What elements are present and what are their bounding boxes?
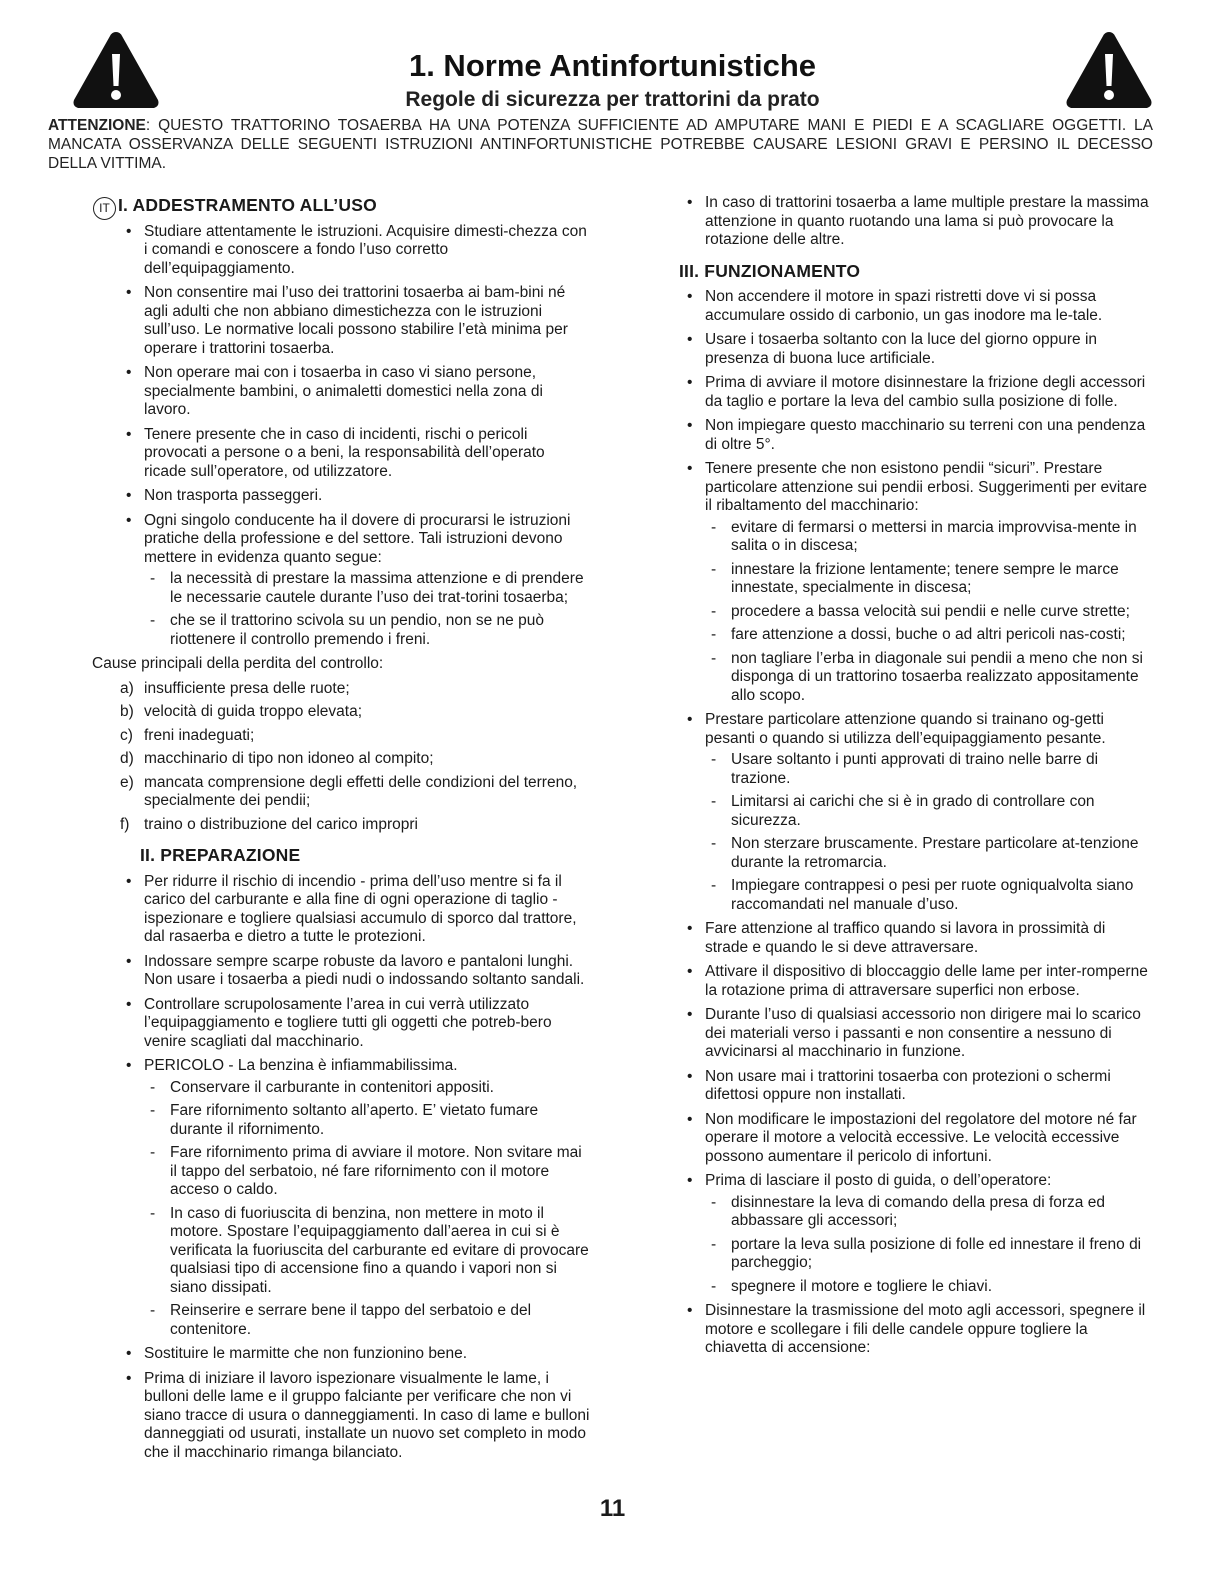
cause-item: f) traino o distribuzione del carico impropri [120,815,418,833]
sub-list [705,751,1151,914]
language-badge: IT [93,197,116,220]
list-item: • Prima di avviare il motore disinnestare la frizione degli accessori da taglio e portare la leva del cambio sulla posizione di folle. [687,374,1146,410]
list-item: • Non impiegare questo macchinario su terreni con una pendenza di oltre 5°. [687,417,1146,453]
sub-list-item: - innestare la frizione lentamente; tenere sempre le marce innestate, specialmente in discesa; [711,560,1119,596]
sub-list-item: - Impiegare contrappesi o pesi per ruote ogniqualvolta siano raccomandati nel manuale d’uso. [711,877,1134,913]
section-heading-preparation: II. PREPARAZIONE [140,845,301,865]
sub-list [144,1079,590,1340]
sub-list-item: - la necessità di prestare la massima attenzione e di prendere le necessarie cautele durante l’uso dei trat-torini tosaerba; [150,570,584,606]
cause-item: e) mancata comprensione degli effetti delle condizioni del terreno, specialmente dei pendii; [120,773,578,809]
sub-list-item: - evitare di fermarsi o mettersi in marcia improvvisa-mente in salita o in discesa; [711,518,1137,554]
sub-list-item: - In caso di fuoriuscita di benzina, non mettere in moto il motore. Spostare l’equipaggiamento dall’aerea in cui si è verificata la fuoriuscita del carburante ed evitare di provocare qualsiasi tipo di accensione fino a quando i vapori non si siano dissipati. [150,1204,589,1296]
right-column [679,194,1151,1364]
list-item: • In caso di trattorini tosaerba a lame multiple prestare la massima attenzione in quanto ruotando una lama si può provocare la rotazione delle altre. [687,194,1149,248]
preparation-list-continued [679,194,1151,250]
sub-list-item: - spegnere il motore e togliere le chiavi. [711,1277,993,1295]
sub-list-item: - Fare rifornimento prima di avviare il motore. Non svitare mai il tappo del serbatoio, né fare rifornimento con il motore acceso o caldo. [150,1144,582,1198]
attention-text: : QUESTO TRATTORINO TOSAERBA HA UNA POTENZA SUFFICIENTE AD AMPUTARE MANI E PIEDI E A SCAGLIARE OGGETTI. LA MANCATA OSSERVANZA DELLE SEGUENTI ISTRUZIONI ANTINFORTUNISTICHE POTREBBE CAUSARE LESIONI GRAVI E PERSINO IL DECESSO DELLA VITTIMA. [48,117,1153,172]
sub-list-item: - Limitarsi ai carichi che si è in grado di controllare con sicurezza. [711,793,1095,829]
sub-list-item: - portare la leva sulla posizione di folle ed innestare il freno di parcheggio; [711,1235,1142,1271]
cause-item: a) insufficiente presa delle ruote; [120,679,350,697]
list-item: • Tenere presente che non esistono pendii “sicuri”. Prestare particolare attenzione sui pendii erbosi. Suggerimenti per evitare il ribaltamento del macchinario: - evitare di fermarsi o mettersi in marcia improvvisa-mente in salita o in discesa; - innestare la frizione lentamente; tenere sempre le marce innestate, specialmente in discesa; - procedere a bassa velocità sui pendii e nelle curve strette; - fare attenzione a dossi, buche o ad altri pericoli nas-costi; - non tagliare l’erba in diagonale sui pendii a meno che non si disponga di un trattorino tosaerba realizzato appositamente allo scopo. [679,460,1151,705]
list-item: • Disinnestare la trasmissione del moto agli accessori, spegnere il motore e scollegare i fili delle candele oppure togliere la chiavetta di accensione: [687,1302,1146,1356]
list-item: • Ogni singolo conducente ha il dovere di procurarsi le istruzioni pratiche della professione e del settore. Tali istruzioni devono mettere in evidenza quanto segue: - la necessità di prestare la massima attenzione e di prendere le necessarie cautele durante l’uso dei trat-torini tosaerba; - che se il trattorino scivola su un pendio, non se ne può riottenere il controllo premendo i freni. [118,512,590,650]
sub-list-item: - disinnestare la leva di comando della presa di forza ed abbassare gli accessori; [711,1193,1105,1229]
sub-list-item: - che se il trattorino scivola su un pendio, non se ne può riottenere il controllo premendo i freni. [150,612,544,648]
list-item: • Per ridurre il rischio di incendio - prima dell’uso mentre si fa il carico del carburante e alla fine di ogni operazione di taglio - ispezionare e togliere qualsiasi accumulo di sporco dal trattore, dal rasaerba e dietro a tutte le protezioni. [126,872,577,945]
list-item: • Non trasporta passeggeri. [126,487,323,504]
page-number: 11 [599,1495,626,1522]
sub-list-item: - Conservare il carburante in contenitori appositi. [150,1078,494,1096]
page-subtitle: Regole di sicurezza per trattorini da prato [405,88,820,111]
preparation-list [118,873,590,1463]
list-item: • Sostituire le marmitte che non funzionino bene. [126,1345,468,1362]
list-item: • Durante l’uso di qualsiasi accessorio non dirigere mai lo scarico dei materiali verso i passanti e non consentire a nessuno di avvicinarsi al macchinario in funzione. [687,1006,1141,1060]
cause-item: c) freni inadeguati; [120,726,255,744]
sub-list-item: - Non sterzare bruscamente. Prestare particolare at-tenzione durante la retromarcia. [711,835,1139,871]
cause-item: d) macchinario di tipo non idoneo al compito; [120,750,434,767]
list-item: • Studiare attentamente le istruzioni. Acquisire dimesti-chezza con i comandi e conoscere a fondo l’uso corretto dell’equipaggiamento. [126,222,587,277]
section-heading-training: I. ADDESTRAMENTO ALL’USO [118,195,377,215]
sub-list [705,519,1151,706]
training-list [118,223,590,650]
list-item: • Controllare scrupolosamente l’area in cui verrà utilizzato l’equipaggiamento e togliere tutti gli oggetti che potreb-bero venire scagliati dal macchinario. [126,995,552,1050]
list-item: • Non modificare le impostazioni del regolatore del motore né far operare il motore a velocità eccessive. Le velocità eccessive possono aumentare il pericolo di infortuni. [687,1110,1137,1165]
list-item: • Non accendere il motore in spazi ristretti dove vi si possa accumulare ossido di carbonio, un gas inodore ma le-tale. [687,288,1103,324]
sub-list [705,1194,1151,1297]
sub-list-item: - procedere a bassa velocità sui pendii e nelle curve strette; [711,602,1130,620]
sub-list-item: - Usare soltanto i punti approvati di traino nelle barre di trazione. [711,751,1099,787]
sub-list-item: - Fare rifornimento soltanto all’aperto. E’ vietato fumare durante il rifornimento. [150,1102,539,1138]
causes-list [120,680,590,835]
list-item: • Attivare il dispositivo di bloccaggio delle lame per inter-romperne la rotazione prima di attraversare superfici non erbose. [687,963,1148,999]
list-item: • Prima di iniziare il lavoro ispezionare visualmente le lame, i bulloni delle lame e il gruppo falciante per verificare che non vi siano tracce di usura o danneggiamenti. In caso di lame e bulloni danneggiati od usurati, installate un nuovo set completo in modo che il macchinario rimanga bilanciato. [126,1369,590,1461]
list-item: • Prestare particolare attenzione quando si trainano og-getti pesanti o quando si utilizza dell’equipaggiamento pesante. - Usare soltanto i punti approvati di traino nelle barre di trazione. - Limitarsi ai carichi che si è in grado di controllare con sicurezza. - Non sterzare bruscamente. Prestare particolare at-tenzione durante la retromarcia. - Impiegare contrappesi o pesi per ruote ogniqualvolta siano raccomandati nel manuale d’uso. [679,711,1151,914]
list-item: • Indossare sempre scarpe robuste da lavoro e pantaloni lunghi. Non usare i tosaerba a piedi nudi o indossando soltanto sandali. [126,952,585,988]
page-title: 1. Norme Antinfortunistiche [408,48,817,83]
attention-warning [48,116,1153,173]
sub-list-item: - non tagliare l’erba in diagonale sui pendii a meno che non si disponga di un trattorino tosaerba realizzato appositamente allo scopo. [711,649,1143,704]
list-item: • Prima di lasciare il posto di guida, o dell’operatore: - disinnestare la leva di comando della presa di forza ed abbassare gli accessori; - portare la leva sulla posizione di folle ed innestare il freno di parcheggio; - spegnere il motore e togliere le chiavi. [679,1172,1151,1296]
list-item: • Fare attenzione al traffico quando si lavora in prossimità di strade e quando le si deve attraversare. [687,920,1106,956]
cause-item: b) velocità di guida troppo elevata; [120,703,363,720]
sub-list-item: - Reinserire e serrare bene il tappo del serbatoio e del contenitore. [150,1302,532,1338]
list-item: • Non consentire mai l’uso dei trattorini tosaerba ai bam-bini né agli adulti che non abbiano dimestichezza con le istruzioni sull’uso. Le normative locali possono stabilire l’età minima per operare i trattorini tosaerba. [126,284,568,357]
list-item: • Usare i tosaerba soltanto con la luce del giorno oppure in presenza di buona luce artificiale. [687,331,1098,367]
list-item: • Non operare mai con i tosaerba in caso vi siano persone, specialmente bambini, o animaletti domestici nella zona di lavoro. [126,364,543,418]
causes-intro: Cause principali della perdita del controllo: [92,655,384,672]
section-heading-operation: III. FUNZIONAMENTO [679,260,861,281]
attention-lead: ATTENZIONE [48,117,146,134]
list-item: • Non usare mai i trattorini tosaerba con protezioni o schermi difettosi oppure non installati. [687,1067,1111,1103]
sub-list-item: - fare attenzione a dossi, buche o ad altri pericoli nas-costi; [711,626,1126,643]
list-item: • Tenere presente che in caso di incidenti, rischi o pericoli provocati a persone o a beni, la responsabilità dell’operato ricade sull’operatore, od utilizzatore. [126,425,545,480]
left-column [92,195,590,1468]
sub-list [144,570,590,649]
operation-list [679,288,1151,1358]
list-item: • PERICOLO - La benzina è infiammabilissima. - Conservare il carburante in contenitori appositi. - Fare rifornimento soltanto all’aperto. E’ vietato fumare durante il rifornimento. - Fare rifornimento prima di avviare il motore. Non svitare mai il tappo del serbatoio, né fare rifornimento con il motore acceso o caldo. - In caso di fuoriuscita di benzina, non mettere in moto il motore. Spostare l’equipaggiamento dall’aerea in cui si è verificata la fuoriuscita del carburante ed evitare di provocare qualsiasi tipo di accensione fino a quando i vapori non si siano dissipati. - Reinserire e serrare bene il tappo del serbatoio e del contenitore. [126,1057,589,1338]
